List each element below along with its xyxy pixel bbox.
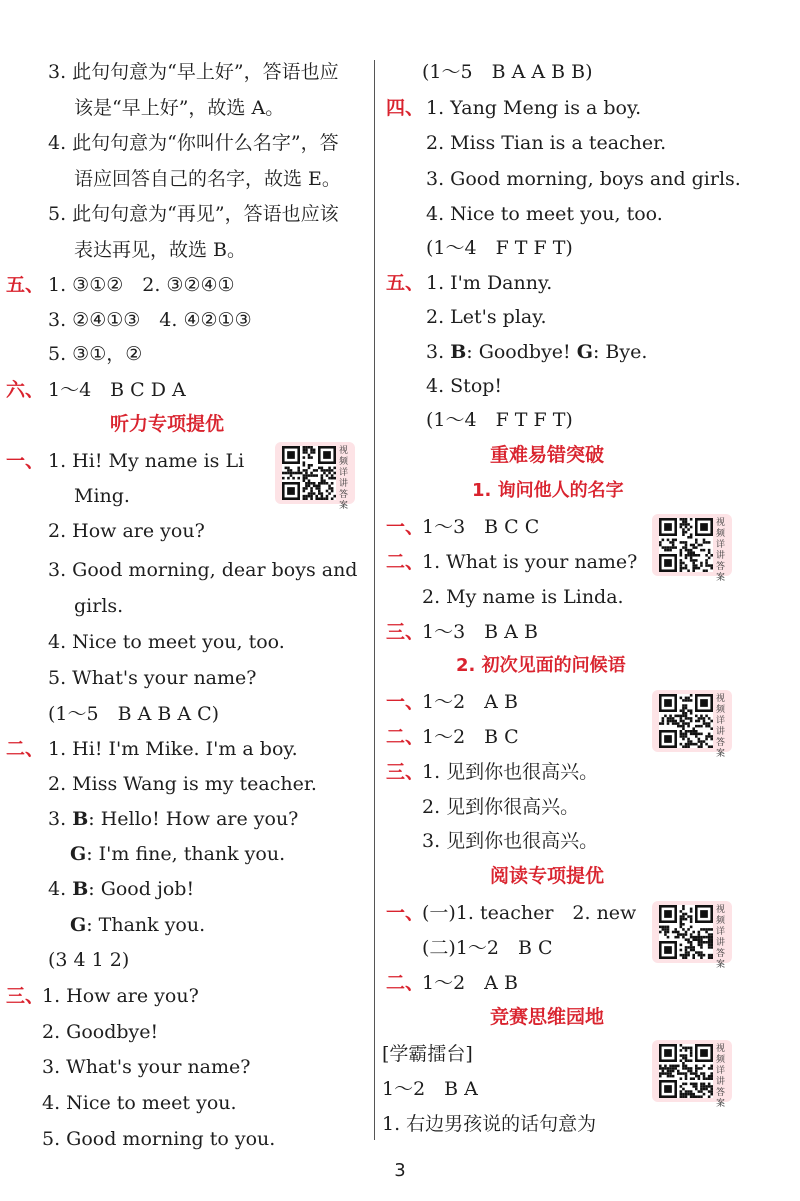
qr-code-icon [657, 905, 715, 959]
l1-line-6: 4. Nice to meet you, too. [48, 631, 285, 653]
reading-line-2: (二)1～2 B C [422, 937, 553, 959]
section-mark-t2a: 一、 [386, 691, 425, 713]
left-s1-line-1: 3. 此句句意为“早上好”，答语也应 [48, 61, 339, 83]
section-mark-t1a: 一、 [386, 516, 425, 538]
l1-line-1: 1. Hi! My name is Li [48, 450, 245, 472]
l2-dialog-4g [70, 913, 205, 937]
l3-line-2: 2. Goodbye! [42, 1021, 159, 1043]
qr-code-icon [657, 1044, 715, 1098]
l2-order-answer: (3 4 1 2) [48, 949, 130, 971]
speaker-b: B [72, 808, 89, 830]
item-number: 4. [48, 878, 67, 900]
topic-1-title: 1. 询问他人的名字 [472, 480, 624, 501]
t1-line-2: 2. My name is Linda. [422, 586, 624, 608]
l1-line-7: 5. What's your name? [48, 667, 257, 689]
reading-section-title: 阅读专项提优 [490, 865, 605, 887]
l1-answer: (1～5 B A B A C) [48, 703, 220, 725]
l1-line-3: 2. How are you? [48, 520, 205, 542]
qr-label: 视频详讲答案 [715, 905, 725, 970]
r4-line-1: 1. Yang Meng is a boy. [426, 97, 642, 119]
section-mark-t2b: 二、 [386, 726, 425, 748]
contest-answer: 1～2 B A [382, 1078, 478, 1100]
contest-section-title: 竞赛思维园地 [490, 1006, 605, 1028]
section-mark-t1c: 三、 [386, 621, 425, 643]
reading-answer-2: 1～2 A B [422, 972, 518, 994]
left-s1-line-6: 表达再见，故选 B。 [74, 239, 247, 261]
contest-line: 1. 右边男孩说的话句意为 [382, 1113, 597, 1135]
qr-code-3[interactable] [652, 690, 732, 759]
left-s1-line-5: 5. 此句句意为“再见”，答语也应该 [48, 203, 339, 225]
qr-label: 视频详讲答案 [715, 518, 725, 583]
l2-dialog-3b [48, 807, 298, 831]
dialog-text: : Hello! How are you? [88, 808, 299, 830]
page-number: 3 [394, 1160, 406, 1181]
qr-code-icon [280, 446, 338, 500]
section-mark-r4: 四、 [386, 97, 425, 119]
section-mark-l2: 二、 [6, 738, 45, 760]
dialog-text: : I'm fine, thank you. [86, 843, 286, 865]
reading-line-1: (一)1. teacher 2. new [422, 902, 637, 924]
speaker-g: G [576, 341, 593, 363]
left-s5-line-1: 1. ③①② 2. ③②④① [48, 274, 235, 296]
hard-topics-title: 重难易错突破 [490, 444, 605, 466]
l3-line-5: 5. Good morning to you. [42, 1128, 276, 1150]
t1-line-1: 1. What is your name? [422, 551, 638, 573]
r4-line-3: 3. Good morning, boys and girls. [426, 168, 741, 190]
qr-code-1[interactable] [275, 442, 355, 511]
t2-answer-2: 1～2 B C [422, 726, 519, 748]
dialog-text: : Good job! [88, 878, 195, 900]
r5-dialog-3 [426, 340, 647, 364]
section-mark-r5: 五、 [386, 272, 425, 294]
right-top-answer: (1～5 B A A B B) [422, 61, 593, 83]
qr-label: 视频详讲答案 [338, 446, 348, 511]
r4-line-4: 4. Nice to meet you, too. [426, 203, 663, 225]
section-mark-5: 五、 [6, 274, 45, 296]
contest-subheading: [学霸擂台] [382, 1043, 473, 1065]
r4-line-2: 2. Miss Tian is a teacher. [426, 132, 667, 154]
r4-answer: (1～4 F T F T) [426, 237, 573, 259]
t2-answer-1: 1～2 A B [422, 691, 518, 713]
left-s1-line-2: 该是“早上好”，故选 A。 [74, 97, 285, 119]
listening-section-title: 听力专项提优 [110, 413, 225, 435]
qr-code-icon [657, 518, 715, 572]
section-mark-t1b: 二、 [386, 551, 425, 573]
l1-line-4: 3. Good morning, dear boys and [48, 559, 358, 581]
qr-code-5[interactable] [652, 1040, 732, 1109]
speaker-g: G [70, 843, 87, 865]
qr-code-2[interactable] [652, 514, 732, 583]
qr-label: 视频详讲答案 [715, 694, 725, 759]
left-s6-answer: 1～4 B C D A [48, 379, 186, 401]
left-s5-line-3: 5. ③①，② [48, 343, 143, 365]
r5-answer: (1～4 F T F T) [426, 409, 573, 431]
topic-2-title: 2. 初次见面的问候语 [456, 655, 626, 676]
section-mark-l1: 一、 [6, 450, 45, 472]
l2-line-2: 2. Miss Wang is my teacher. [48, 773, 317, 795]
l3-line-4: 4. Nice to meet you. [42, 1092, 237, 1114]
column-divider [374, 60, 375, 1140]
t1-answer-3: 1～3 B A B [422, 621, 538, 643]
dialog-text: : Bye. [592, 341, 648, 363]
l2-dialog-4b [48, 877, 194, 901]
item-number: 3. [426, 341, 445, 363]
t2-line-3: 3. 见到你也很高兴。 [422, 830, 599, 852]
r5-line-1: 1. I'm Danny. [426, 272, 553, 294]
r5-line-4: 4. Stop! [426, 375, 503, 397]
item-number: 3. [48, 808, 67, 830]
speaker-b: B [72, 878, 89, 900]
section-mark-r2: 二、 [386, 972, 425, 994]
section-mark-l3: 三、 [6, 985, 45, 1007]
qr-code-icon [657, 694, 715, 748]
t2-line-2: 2. 见到你很高兴。 [422, 796, 580, 818]
t1-answer-1: 1～3 B C C [422, 516, 540, 538]
left-s5-line-2: 3. ②④①③ 4. ④②①③ [48, 309, 252, 331]
section-mark-6: 六、 [6, 379, 45, 401]
l2-dialog-3g [70, 842, 285, 866]
section-mark-r1: 一、 [386, 902, 425, 924]
left-s1-line-4: 语应回答自己的名字，故选 E。 [74, 168, 341, 190]
speaker-g: G [70, 914, 87, 936]
qr-label: 视频详讲答案 [715, 1044, 725, 1109]
left-s1-line-3: 4. 此句句意为“你叫什么名字”，答 [48, 132, 339, 154]
l3-line-3: 3. What's your name? [42, 1056, 251, 1078]
t2-line-1: 1. 见到你也很高兴。 [422, 761, 599, 783]
l3-line-1: 1. How are you? [42, 985, 199, 1007]
qr-code-4[interactable] [652, 901, 732, 970]
dialog-text: : Goodbye! [466, 341, 577, 363]
r5-line-2: 2. Let's play. [426, 306, 547, 328]
l2-line-1: 1. Hi! I'm Mike. I'm a boy. [48, 738, 298, 760]
l1-line-5: girls. [74, 595, 124, 617]
dialog-text: : Thank you. [86, 914, 206, 936]
speaker-b: B [450, 341, 467, 363]
section-mark-t2c: 三、 [386, 761, 425, 783]
l1-line-2: Ming. [74, 485, 130, 507]
